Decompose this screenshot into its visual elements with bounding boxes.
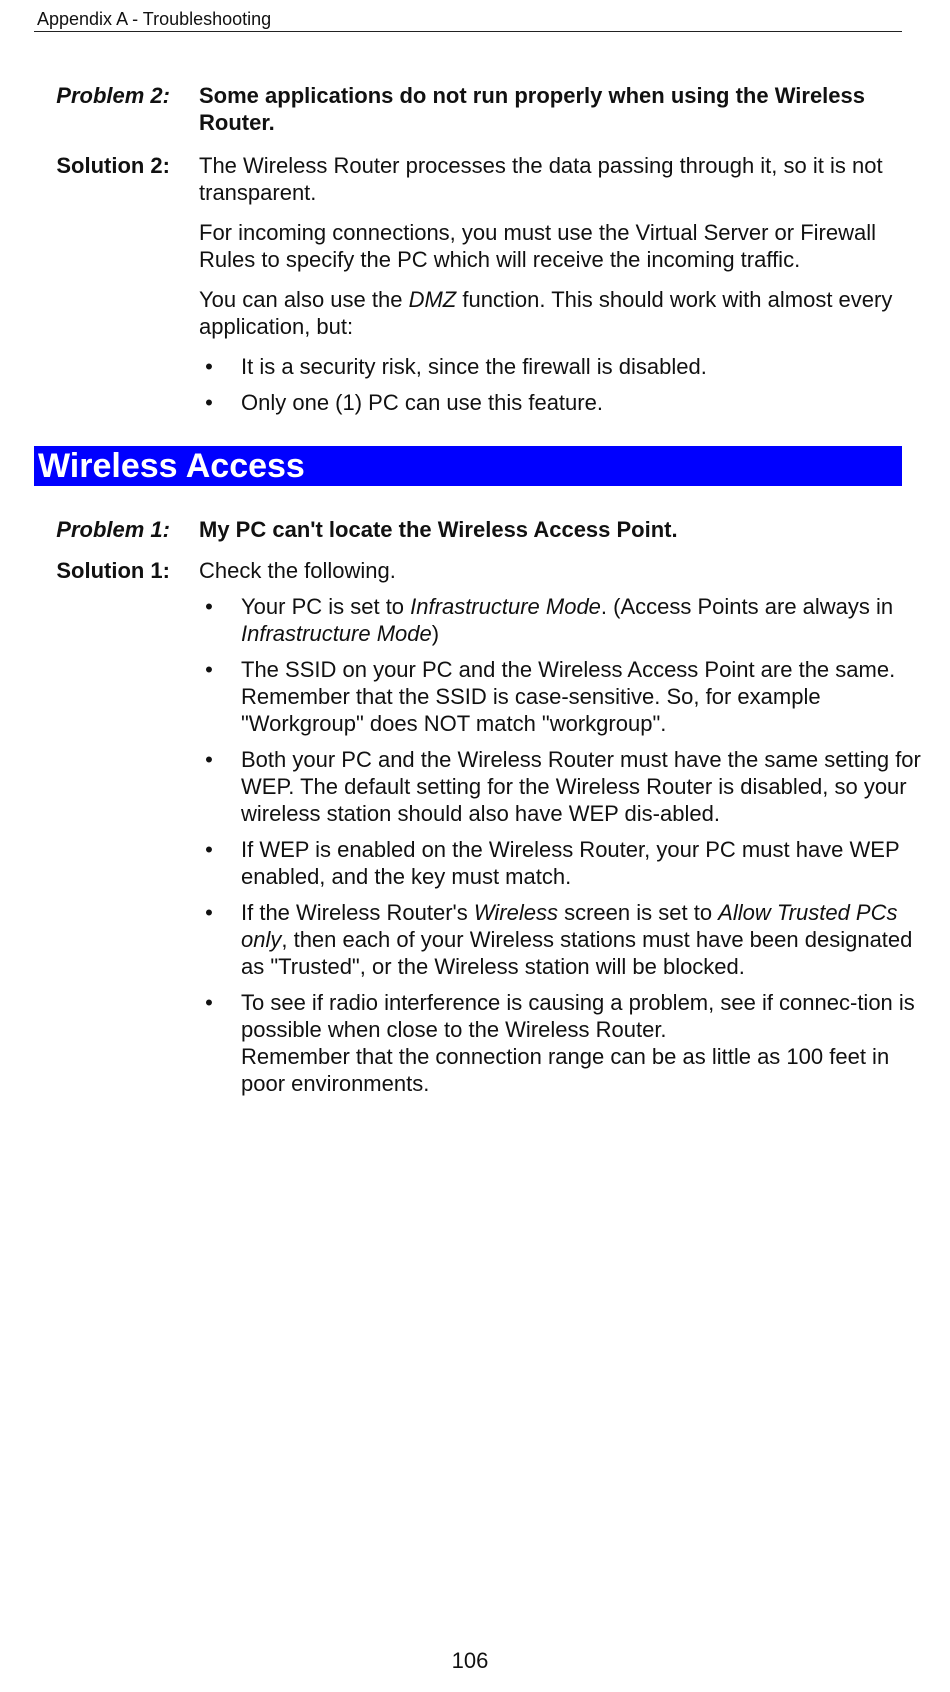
problem-2-label: Problem 2: bbox=[56, 83, 170, 108]
list-item: • If the Wireless Router's Wireless screen is set to Allow Trusted PCs only, then each of your Wireless stations must have been designated as "Trusted", or the Wireless station will be blocked. bbox=[199, 899, 924, 980]
bullet-icon: • bbox=[205, 354, 213, 379]
bullet-icon: • bbox=[205, 594, 213, 619]
solution-2-bullet-list bbox=[199, 353, 924, 416]
bullet-icon: • bbox=[205, 657, 213, 682]
bullet-icon: • bbox=[205, 390, 213, 415]
list-item: • The SSID on your PC and the Wireless Access Point are the same. Remember that the SSID is case-sensitive. So, for example "Workgroup" does NOT match "workgroup". bbox=[199, 656, 924, 737]
bullet-icon: • bbox=[205, 900, 213, 925]
solution-1-body bbox=[199, 557, 924, 1106]
list-item: • Your PC is set to Infrastructure Mode. (Access Points are always in Infrastructure Mode) bbox=[199, 593, 924, 647]
solution-2-paragraph-2: For incoming connections, you must use the Virtual Server or Firewall Rules to specify the PC which will receive the incoming traffic. bbox=[199, 220, 876, 272]
running-header: Appendix A - Troubleshooting bbox=[34, 6, 902, 32]
solution-2-paragraph-3: You can also use the DMZ function. This should work with almost every application, but: bbox=[199, 287, 893, 339]
problem-1-label: Problem 1: bbox=[56, 517, 170, 542]
solution-1-intro: Check the following. bbox=[199, 558, 396, 583]
bullet-icon: • bbox=[205, 747, 213, 772]
list-item: • It is a security risk, since the firewall is disabled. bbox=[199, 353, 924, 380]
solution-1-bullet-list bbox=[199, 593, 924, 1097]
list-item: • Both your PC and the Wireless Router must have the same setting for WEP. The default setting for the Wireless Router is disabled, so your wireless station should also have WEP dis-abled. bbox=[199, 746, 924, 827]
list-item: • Only one (1) PC can use this feature. bbox=[199, 389, 924, 416]
section-heading-wireless-access: Wireless Access bbox=[34, 446, 902, 486]
list-item: • If WEP is enabled on the Wireless Router, your PC must have WEP enabled, and the key must match. bbox=[199, 836, 924, 890]
solution-2-label: Solution 2: bbox=[56, 153, 170, 178]
solution-2-body bbox=[199, 152, 924, 425]
dmz-term: DMZ bbox=[408, 287, 457, 312]
page-number: 106 bbox=[451, 1648, 489, 1673]
bullet-icon: • bbox=[205, 990, 213, 1015]
solution-2-paragraph-1: The Wireless Router processes the data passing through it, so it is not transparent. bbox=[199, 153, 883, 205]
bullet-icon: • bbox=[205, 837, 213, 862]
solution-1-label: Solution 1: bbox=[56, 558, 170, 583]
problem-2-text: Some applications do not run properly when using the Wireless Router. bbox=[199, 83, 866, 135]
problem-1-text: My PC can't locate the Wireless Access Point. bbox=[199, 517, 678, 542]
list-item: • To see if radio interference is causing a problem, see if connec-tion is possible when close to the Wireless Router. Remember that the connection range can be as little as 100 feet in poor environments. bbox=[199, 989, 924, 1097]
